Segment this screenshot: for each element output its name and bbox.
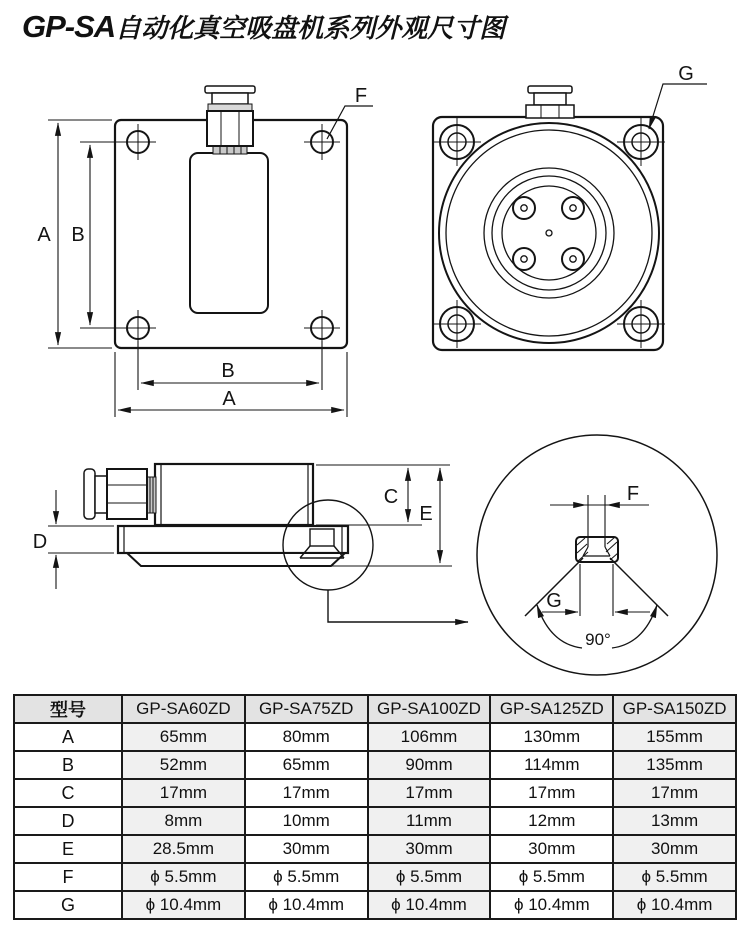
dimension-value: 106mm bbox=[368, 723, 491, 751]
row-label: E bbox=[14, 835, 122, 863]
dimension-value: 65mm bbox=[245, 751, 368, 779]
dimension-value: 114mm bbox=[490, 751, 613, 779]
column-header-gpsa60zd: GP-SA60ZD bbox=[122, 695, 245, 723]
table-header-row bbox=[14, 695, 736, 723]
row-label: D bbox=[14, 807, 122, 835]
dimension-value: 17mm bbox=[122, 779, 245, 807]
front-dim-label-f: F bbox=[354, 85, 368, 107]
dimension-value: 11mm bbox=[368, 807, 491, 835]
dimension-value: 30mm bbox=[368, 835, 491, 863]
front-view-drawing bbox=[37, 85, 373, 417]
table-row-f bbox=[14, 863, 736, 891]
detail-angle-label: 90° bbox=[585, 630, 611, 649]
table-row-b bbox=[14, 751, 736, 779]
table-row-d bbox=[14, 807, 736, 835]
dimension-value: ϕ 5.5mm bbox=[613, 863, 736, 891]
side-suction-cup bbox=[127, 553, 345, 566]
title-subtitle: 自动化真空吸盘机系列外观尺寸图 bbox=[115, 13, 506, 43]
dimension-value: 30mm bbox=[245, 835, 368, 863]
front-dim-label-a-vertical: A bbox=[37, 224, 51, 246]
dimension-value: ϕ 10.4mm bbox=[245, 891, 368, 919]
dimension-value: 13mm bbox=[613, 807, 736, 835]
table-row-c bbox=[14, 779, 736, 807]
column-header-gpsa100zd: GP-SA100ZD bbox=[368, 695, 491, 723]
dimension-value: 30mm bbox=[490, 835, 613, 863]
row-label: B bbox=[14, 751, 122, 779]
dimension-value: ϕ 5.5mm bbox=[490, 863, 613, 891]
front-dim-label-b-horizontal: B bbox=[221, 360, 235, 382]
table-row-a bbox=[14, 723, 736, 751]
dimension-value: ϕ 5.5mm bbox=[245, 863, 368, 891]
dimension-value: 17mm bbox=[490, 779, 613, 807]
detail-dim-label-f: F bbox=[626, 483, 640, 505]
side-body-outline bbox=[155, 464, 313, 525]
dimension-value: ϕ 10.4mm bbox=[490, 891, 613, 919]
dimension-value: 130mm bbox=[490, 723, 613, 751]
front-dim-label-b-vertical: B bbox=[71, 224, 85, 246]
row-label: A bbox=[14, 723, 122, 751]
table-row-g bbox=[14, 891, 736, 919]
brand-name: GP-SA bbox=[22, 9, 116, 44]
front-body-slot bbox=[190, 153, 268, 313]
dimension-table bbox=[13, 694, 737, 920]
side-dim-label-e: E bbox=[419, 503, 433, 525]
dimension-value: 10mm bbox=[245, 807, 368, 835]
dimension-value: 8mm bbox=[122, 807, 245, 835]
detail-dimension-lines bbox=[537, 495, 657, 648]
dimension-value: ϕ 10.4mm bbox=[122, 891, 245, 919]
dimension-value: ϕ 5.5mm bbox=[122, 863, 245, 891]
detail-view-drawing bbox=[477, 435, 717, 675]
bottom-fitting-top bbox=[526, 86, 574, 118]
bottom-view-drawing bbox=[433, 63, 707, 350]
dimension-value: 28.5mm bbox=[122, 835, 245, 863]
side-pneumatic-fitting bbox=[84, 469, 156, 519]
detail-leader-arrow bbox=[328, 590, 468, 622]
row-label: F bbox=[14, 863, 122, 891]
dimension-value: ϕ 10.4mm bbox=[368, 891, 491, 919]
dimension-value: 17mm bbox=[368, 779, 491, 807]
side-dim-label-c: C bbox=[383, 486, 399, 508]
detail-dim-label-g: G bbox=[546, 590, 562, 612]
row-label: G bbox=[14, 891, 122, 919]
dimension-value: 80mm bbox=[245, 723, 368, 751]
row-label: C bbox=[14, 779, 122, 807]
side-dim-label-d: D bbox=[32, 531, 48, 553]
dimension-value: 90mm bbox=[368, 751, 491, 779]
table-row-e bbox=[14, 835, 736, 863]
dimension-value: 135mm bbox=[613, 751, 736, 779]
dimension-value: 52mm bbox=[122, 751, 245, 779]
dimension-value: 17mm bbox=[613, 779, 736, 807]
column-header-gpsa75zd: GP-SA75ZD bbox=[245, 695, 368, 723]
dimension-value: ϕ 10.4mm bbox=[613, 891, 736, 919]
front-dim-label-a-horizontal: A bbox=[222, 388, 236, 410]
bottom-dim-label-g: G bbox=[678, 63, 694, 85]
column-header-gpsa125zd: GP-SA125ZD bbox=[490, 695, 613, 723]
side-view-drawing bbox=[33, 464, 468, 622]
column-header-model: 型号 bbox=[14, 695, 122, 723]
column-header-gpsa150zd: GP-SA150ZD bbox=[613, 695, 736, 723]
dimension-value: 65mm bbox=[122, 723, 245, 751]
dimension-value: 30mm bbox=[613, 835, 736, 863]
front-pneumatic-fitting bbox=[205, 86, 255, 154]
dimension-value: 155mm bbox=[613, 723, 736, 751]
dimension-value: ϕ 5.5mm bbox=[368, 863, 491, 891]
dimension-value: 17mm bbox=[245, 779, 368, 807]
dimension-value: 12mm bbox=[490, 807, 613, 835]
